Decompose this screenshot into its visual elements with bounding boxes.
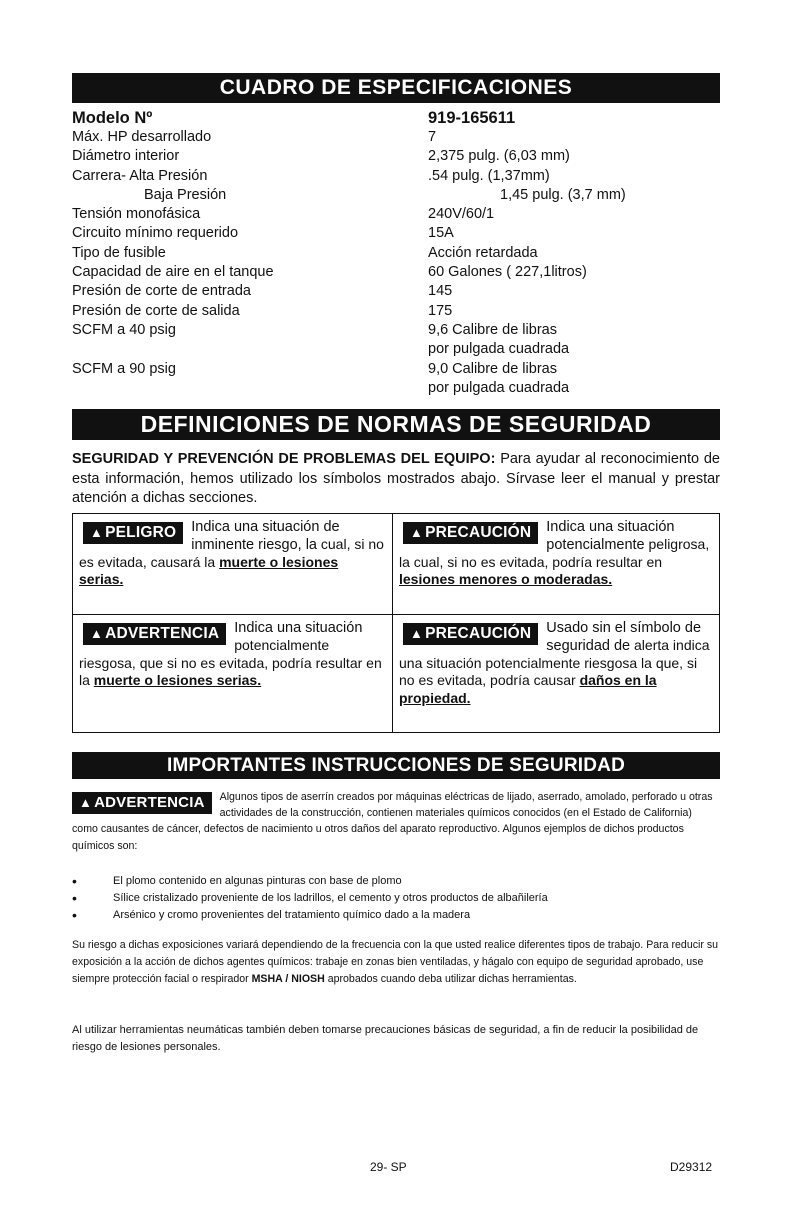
precaucion2-emphasis: daños en la propiedad. xyxy=(399,672,657,707)
peligro-text: cual, si no es evitada, causará la xyxy=(79,535,384,570)
spec-label: Circuito mínimo requerido xyxy=(72,225,239,242)
spec-label: Presión de corte de salida xyxy=(72,302,240,319)
spec-label: Diámetro interior xyxy=(72,148,180,165)
spec-value: 240V/60/1 xyxy=(428,206,495,223)
bullet-icon: • xyxy=(72,907,77,924)
spec-value: 60 Galones ( 227,1litros) xyxy=(428,264,587,281)
exposure-paragraph: Su riesgo a dichas exposiciones variará dependiendo de la frecuencia con la que usted realice diferentes tipos de trabajo. Para reducir su exposición a la acción de dichos agentes químicos: trabaje en zonas bien ventiladas, y hágalo con equipo de seguridad aprobado, use siempre protección facial o respirador MSHA / NIOSH aprobados cuando deba utilizar dichas herramientas. xyxy=(72,939,719,985)
safety-intro xyxy=(72,450,720,509)
spec-label: Baja Presión xyxy=(144,186,227,203)
list-item: • Arsénico y cromo provenientes del tratamiento químico dado a la madera xyxy=(72,907,471,924)
spec-row xyxy=(72,379,720,398)
advertencia-box xyxy=(73,615,393,732)
spec-value: 2,375 pulg. (6,03 mm) xyxy=(428,148,570,165)
alert-triangle-icon: ▲ xyxy=(410,525,424,540)
alert-triangle-icon: ▲ xyxy=(410,626,424,641)
spec-value: por pulgada cuadrada xyxy=(428,379,570,396)
peligro-emphasis: muerte o lesiones serias. xyxy=(79,553,339,588)
spec-row xyxy=(72,263,720,282)
advertencia-badge: ▲ ADVERTENCIA xyxy=(83,623,226,645)
spec-row xyxy=(72,224,720,243)
peligro-badge: ▲ PELIGRO xyxy=(83,522,183,544)
precaucion-box xyxy=(393,514,719,615)
page-number: 29- SP xyxy=(370,1160,407,1174)
spec-value: 145 xyxy=(428,283,453,300)
spec-row xyxy=(72,167,720,186)
spec-label: SCFM a 40 psig xyxy=(72,321,176,338)
spec-model-row xyxy=(72,108,720,128)
precaucion-badge: ▲ PRECAUCIÓN xyxy=(403,623,538,645)
spec-label: Tensión monofásica xyxy=(72,206,201,223)
document-code: D29312 xyxy=(670,1160,713,1174)
spec-row xyxy=(72,205,720,224)
precaucion-no-symbol-box xyxy=(393,615,719,732)
advertencia-top-text: Indica una situación xyxy=(234,620,363,636)
spec-label xyxy=(72,379,428,398)
spec-label: Capacidad de aire en el tanque xyxy=(72,264,274,281)
list-item: • El plomo contenido en algunas pinturas con base de plomo xyxy=(72,873,402,889)
alert-triangle-icon: ▲ xyxy=(90,626,104,641)
spec-row xyxy=(72,321,720,340)
bullet-icon: • xyxy=(72,873,77,889)
spec-row xyxy=(72,360,720,379)
spec-row xyxy=(72,282,720,301)
spec-label: SCFM a 90 psig xyxy=(72,360,176,377)
advertencia-badge: ▲ ADVERTENCIA xyxy=(72,792,212,814)
safety-instructions-header: IMPORTANTES INSTRUCCIONES DE SEGURIDAD xyxy=(72,752,720,779)
precaucion2-text: alerta indica una situación potencialmente riesgosa la que, si no es evitada, podría causar xyxy=(399,636,710,689)
spec-label: Presión de corte de entrada xyxy=(72,283,251,300)
safety-definitions-header: DEFINICIONES DE NORMAS DE SEGURIDAD xyxy=(72,409,720,440)
model-label: Modelo Nº xyxy=(72,109,153,127)
peligro-box xyxy=(73,514,393,615)
spec-label xyxy=(72,340,428,359)
spec-label: Máx. HP desarrollado xyxy=(72,129,212,145)
spec-row xyxy=(72,128,720,147)
spec-value: 1,45 pulg. (3,7 mm) xyxy=(500,186,626,203)
spec-label: Carrera- Alta Presión xyxy=(72,167,208,184)
msha-niosh: MSHA / NIOSH xyxy=(251,973,325,985)
alert-triangle-icon: ▲ xyxy=(79,795,93,810)
california-warning xyxy=(72,789,720,854)
model-value: 919-165611 xyxy=(428,109,516,127)
peligro-top-text: Indica una situación de inminente riesgo, la xyxy=(191,519,340,553)
precaucion-badge: ▲ PRECAUCIÓN xyxy=(403,522,538,544)
spec-value: 7 xyxy=(428,129,437,145)
spec-value: 9,6 Calibre de libras xyxy=(428,321,557,338)
advertencia-text: potencialmente riesgosa, que si no es evitada, podría resultar en la xyxy=(79,636,382,689)
spec-table xyxy=(72,108,720,398)
spec-table-header: CUADRO DE ESPECIFICACIONES xyxy=(72,73,720,103)
precaucion-top-text: Indica una situación potencialmente xyxy=(546,519,675,553)
precaucion2-top-text: Usado sin el símbolo de seguridad de xyxy=(546,620,702,654)
spec-row xyxy=(72,340,720,359)
pneumatic-paragraph: Al utilizar herramientas neumáticas también deben tomarse precauciones básicas de seguridad, a fin de reducir la posibilidad de riesgo de lesiones personales. xyxy=(72,1024,699,1053)
spec-value: .54 pulg. (1,37mm) xyxy=(428,167,550,184)
intro-text: Para ayudar al reconocimiento de esta información, hemos utilizado los símbolos mostrados abajo. Sírvase leer el manual y prestar atención a dichas secciones. xyxy=(72,451,720,506)
spec-row xyxy=(72,302,720,321)
list-item: • Sílice cristalizado proveniente de los ladrillos, el cemento y otros productos de albañilería xyxy=(72,890,548,907)
bullet-icon: • xyxy=(72,890,77,907)
precaucion-emphasis: lesiones menores o moderadas. xyxy=(399,571,613,588)
precaucion-text: peligrosa, la cual, si no es evitada, podría resultar en xyxy=(399,535,710,570)
advertencia-emphasis: muerte o lesiones serias. xyxy=(93,672,262,689)
chemical-list xyxy=(72,873,720,925)
spec-row xyxy=(72,186,720,205)
spec-label: Tipo de fusible xyxy=(72,244,166,261)
warning-text: Algunos tipos de aserrín creados por máquinas eléctricas de lijado, aserrado, amolado, perforado u otras actividades de la construcción, contienen materiales químicos conocidos (en el Estado de California) como causantes de cáncer, defectos de nacimiento u otros daños del aparato reproductivo. Algunos ejemplos de dichos productos químicos son: xyxy=(72,791,713,852)
spec-row xyxy=(72,147,720,166)
spec-row xyxy=(72,244,720,263)
intro-bold: SEGURIDAD Y PREVENCIÓN DE PROBLEMAS DEL EQUIPO: xyxy=(72,451,496,467)
spec-value: 9,0 Calibre de libras xyxy=(428,360,557,377)
spec-value: 175 xyxy=(428,302,453,319)
alert-triangle-icon: ▲ xyxy=(90,525,104,540)
signal-word-grid xyxy=(72,513,720,733)
spec-value: por pulgada cuadrada xyxy=(428,341,570,358)
spec-value: 15A xyxy=(428,225,454,242)
spec-value: Acción retardada xyxy=(428,244,538,261)
